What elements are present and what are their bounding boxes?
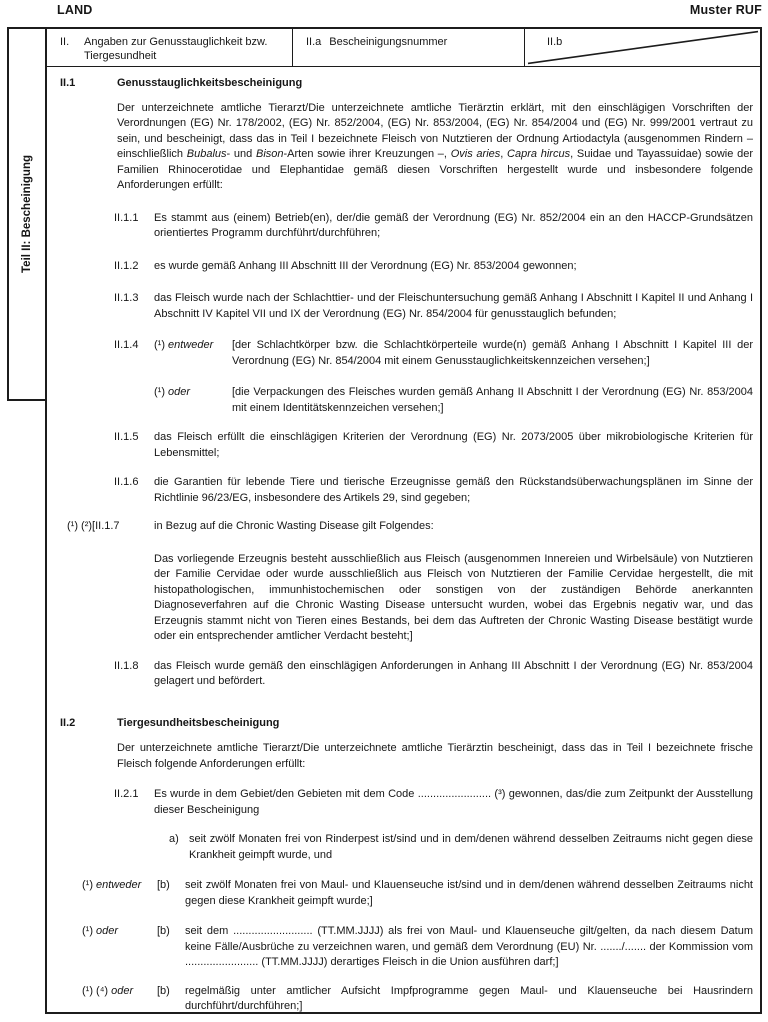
clause-ii16 (47, 475, 753, 506)
section-number: II.2 (60, 716, 76, 729)
clause-ii21-b-oder (47, 924, 753, 971)
clause-text: das Fleisch wurde gemäß den einschlägigen Anforderungen in Anhang III Abschnitt I der Verordnung (EG) Nr. 853/2004 gelagert und befördert. (154, 659, 753, 687)
clause-text: Es stammt aus (einem) Betrieb(en), der/die gemäß der Verordnung (EG) Nr. 852/2004 ein an den HACCP-Grundsätzen orientiertes Programm durchführt/durchführen; (154, 211, 753, 239)
clause-text: seit dem .......................... (TT.MM.JJJJ) als frei von Maul- und Klauenseuche gilt/gelten, da nach diesem Datum keine Fälle/Ausbrüche zu verzeichnen waren, und gemäß dem Verordnung (EU) Nr. ......./....... der Kommission vom ........................ (TT.MM.JJJJ) derartiges Fleisch in die Union ausführen darf;] (185, 925, 753, 968)
clause-text: das Fleisch wurde nach der Schlachttier- und der Fleischuntersuchung gemäß Anhang I Abschnitt I Kapitel II und Anhang I Abschnitt IV Kapitel VII und IX der Verordnung (EG) Nr. 854/2004 für genusstauglich befunden; (154, 292, 753, 320)
clause-ii14-entweder (47, 338, 753, 369)
list-marker: [b) (157, 984, 170, 997)
part-ii-sidebar (7, 27, 45, 401)
clause-text: das Fleisch erfüllt die einschlägigen Kriterien der Verordnung (EG) Nr. 2073/2005 über mikrobiologische Kriterien für Lebensmittel; (154, 431, 753, 459)
footnote-ref: (¹) (154, 386, 165, 398)
section-ii1-heading (47, 76, 753, 92)
clause-ii15 (47, 430, 753, 461)
footnote-ref: (¹) (⁴) (82, 984, 109, 997)
diagonal-line (525, 29, 760, 66)
clause-text: seit zwölf Monaten frei von Rinderpest ist/sind und in dem/denen während desselben Zeitraums nicht gegen diese Krankheit geimpft wurde, und (189, 833, 753, 861)
clause-text: [der Schlachtkörper bzw. die Schlachtkörperteile wurde(n) gemäß Anhang I Abschnitt I Kapitel III der Verordnung (EG) Nr. 854/2004 mit einem Genusstauglichkeitskennzeichen versehen;] (232, 339, 753, 367)
clause-number: II.1.4 (114, 339, 139, 351)
list-marker: [b) (157, 925, 170, 937)
clause-ii17-body: Das vorliegende Erzeugnis besteht ausschließlich aus Fleisch (ausgenommen Innereien und Wirbelsäule) von Nutztieren der Familie Cervidae oder wurde ausschließlich aus Fleisch von Nutztieren der Familie Cervidae hergestellt, die mit histopathologischen, immunhistochemischen oder sonstigen von der zuständigen Behörde anerkannten Diagnoseverfahren auf die Chronic Wasting Disease untersucht wurden, wobei das Ergebnis negativ war, und das Erzeugnis stammt nicht von Tieren eines Bestands, bei dem das Auftreten der Chronic Wasting Disease bestätigt wurde oder ein entsprechender amtlicher Verdacht besteht;] (154, 552, 753, 642)
clause-number-with-footnotes: (¹) (²)[II.1.7 (67, 520, 120, 532)
footnote-ref: (¹) (154, 339, 165, 351)
clause-text: die Garantien für lebende Tiere und tierische Erzeugnisse gemäß den Rückstandsüberwachungsplänen im Sinne der Richtlinie 96/23/EG, insbesondere des Artikels 29, sind gegeben; (154, 476, 753, 504)
list-marker: [b) (157, 879, 170, 891)
clause-ii21-a (169, 832, 753, 863)
footnote-ref: (¹) (82, 879, 93, 891)
subject-label: Angaben zur Genusstauglichkeit bzw. Tiergesundheit (84, 36, 268, 62)
certificate-table (45, 27, 762, 1014)
alternative-word: oder (96, 925, 119, 937)
section-number: II.1 (60, 77, 76, 89)
info-header-row (47, 29, 760, 67)
clause-number: II.1.5 (114, 431, 139, 443)
certificate-body (47, 76, 760, 1015)
header-cell-subject (47, 29, 292, 66)
alternative-word: entweder (96, 879, 142, 891)
section-title: Tiergesundheitsbescheinigung (117, 716, 280, 729)
clause-ii14-oder (47, 385, 753, 416)
clause-number: II.b (547, 36, 563, 48)
muster-ruf-label: Muster RUF (689, 3, 762, 17)
alternative-label (82, 878, 157, 909)
certificate-number-label: Bescheinigungsnummer (329, 36, 448, 48)
clause-ii18 (47, 659, 753, 690)
spacer (114, 385, 154, 416)
clause-number: II. (60, 36, 70, 48)
section-ii1-intro: Der unterzeichnete amtliche Tierarzt/Die unterzeichnete amtliche Tierärztin erklärt, mit den einschlägigen Vorschriften der Verordnungen (EG) Nr. 178/2002, (EG) Nr. 852/2004, (EG) Nr. 853/2004, (EG) Nr. 854/2004 und (EG) Nr. 999/2001 vertraut zu sein, und bescheinigt, dass das in Teil I bezeichnete Fleisch von Nutztieren der Ordnung Artiodactyla (ausgenommen Rindern – einschließlich Bubalus- und Bison-Arten sowie ihrer Kreuzungen –, Ovis aries, Capra hircus, Suidae und Tayassuidae) sowie der Familien Rhinocerotidae und Elephantidae gemäß diesen Vorschriften hergestellt wurde und insbesondere folgende Anforderungen erfüllt: (117, 101, 753, 191)
clause-ii21-b-entweder (47, 878, 753, 909)
page-header (57, 3, 762, 17)
clause-number: II.1.2 (114, 259, 139, 272)
clause-ii17-lead (47, 519, 753, 535)
clause-text: [die Verpackungen des Fleisches wurden gemäß Anhang II Abschnitt I der Verordnung (EG) Nr. 853/2004 mit einem Identitätskennzeichen versehen;] (232, 386, 753, 414)
clause-text: regelmäßig unter amtlicher Aufsicht Impfprogramme gegen Maul- und Klauenseuche bei Hausrindern durchführt/durchführen;] (185, 984, 753, 1012)
clause-ii11 (47, 211, 753, 242)
alternative-label (154, 385, 232, 416)
alternative-label (82, 984, 157, 1015)
clause-text: es wurde gemäß Anhang III Abschnitt III der Verordnung (EG) Nr. 853/2004 gewonnen; (154, 259, 577, 272)
alternative-label (154, 338, 232, 369)
section-ii2-intro: Der unterzeichnete amtliche Tierarzt/Die unterzeichnete amtliche Tierärztin bescheinigt, dass das in Teil I bezeichnete frische Fleisch folgende Anforderungen erfüllt: (117, 742, 753, 770)
clause-text: Es wurde in dem Gebiet/den Gebieten mit dem Code ........................ (³) gewonnen, das/die zum Zeitpunkt der Ausstellung dieser Bescheinigung (154, 788, 753, 816)
footnote-ref: (¹) (82, 925, 93, 937)
clause-number: II.1.6 (114, 476, 139, 488)
clause-number: II.1.3 (114, 292, 139, 304)
clause-ii12 (47, 259, 753, 275)
clause-ii21-b-oder-4 (47, 984, 753, 1015)
clause-ii21 (47, 787, 753, 818)
alternative-word: entweder (168, 339, 214, 351)
clause-ii13 (47, 291, 753, 322)
land-label: LAND (57, 3, 93, 17)
alternative-word: oder (168, 386, 191, 398)
list-marker: a) (169, 833, 179, 845)
clause-text: seit zwölf Monaten frei von Maul- und Klauenseuche ist/sind und in dem/denen während desselben Zeitraums nicht gegen diese Krankheit geimpft wurde;] (185, 879, 753, 907)
section-ii2-heading (47, 716, 753, 732)
clause-text: in Bezug auf die Chronic Wasting Disease gilt Folgendes: (154, 520, 434, 532)
header-cell-iib (524, 29, 760, 66)
alternative-word: oder (111, 984, 134, 997)
section-title: Genusstauglichkeitsbescheinigung (117, 77, 303, 89)
clause-number: II.1.1 (114, 211, 139, 224)
clause-number: II.a (306, 36, 322, 48)
clause-number: II.2.1 (114, 788, 139, 800)
clause-number: II.1.8 (114, 659, 139, 672)
alternative-label (82, 924, 157, 971)
part-ii-label: Teil II: Bescheinigung (21, 155, 33, 273)
header-cell-certificate-number (292, 29, 524, 66)
